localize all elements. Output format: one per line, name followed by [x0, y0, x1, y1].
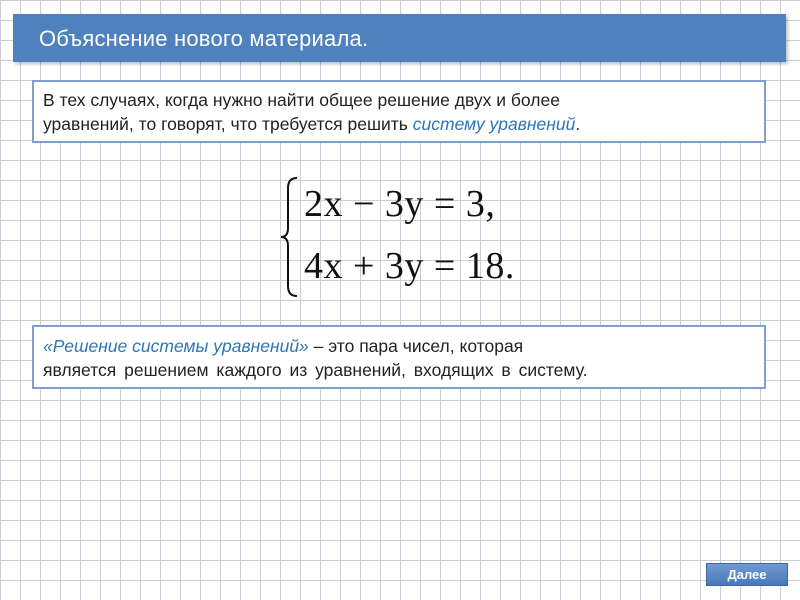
definition-line-2: является решением каждого из уравнений, входящих в систему. [43, 360, 588, 380]
intro-line-2 [43, 112, 754, 136]
equation-1: 2x − 3y = 3, [304, 183, 496, 225]
definition-line-1 [43, 334, 754, 358]
intro-line-1: В тех случаях, когда нужно найти общее решение двух и более [43, 90, 560, 110]
page-title: Объяснение нового материала. [39, 26, 369, 51]
definition-line-1-rest: – это пара чисел, которая [308, 336, 524, 356]
definition-term: «Решение системы уравнений» [43, 336, 309, 356]
next-button[interactable]: Далее [706, 563, 788, 586]
equation-2: 4x + 3y = 18. [304, 245, 515, 287]
equation-system [278, 176, 538, 298]
system-brace [278, 176, 300, 298]
intro-line-2-start: уравнений, то говорят, что требуется решить [43, 114, 413, 134]
definition-box [32, 325, 766, 389]
header-bar [13, 14, 786, 62]
intro-term: систему уравнений [412, 114, 576, 134]
intro-line-2-end: . [575, 114, 581, 134]
intro-box [32, 80, 766, 143]
